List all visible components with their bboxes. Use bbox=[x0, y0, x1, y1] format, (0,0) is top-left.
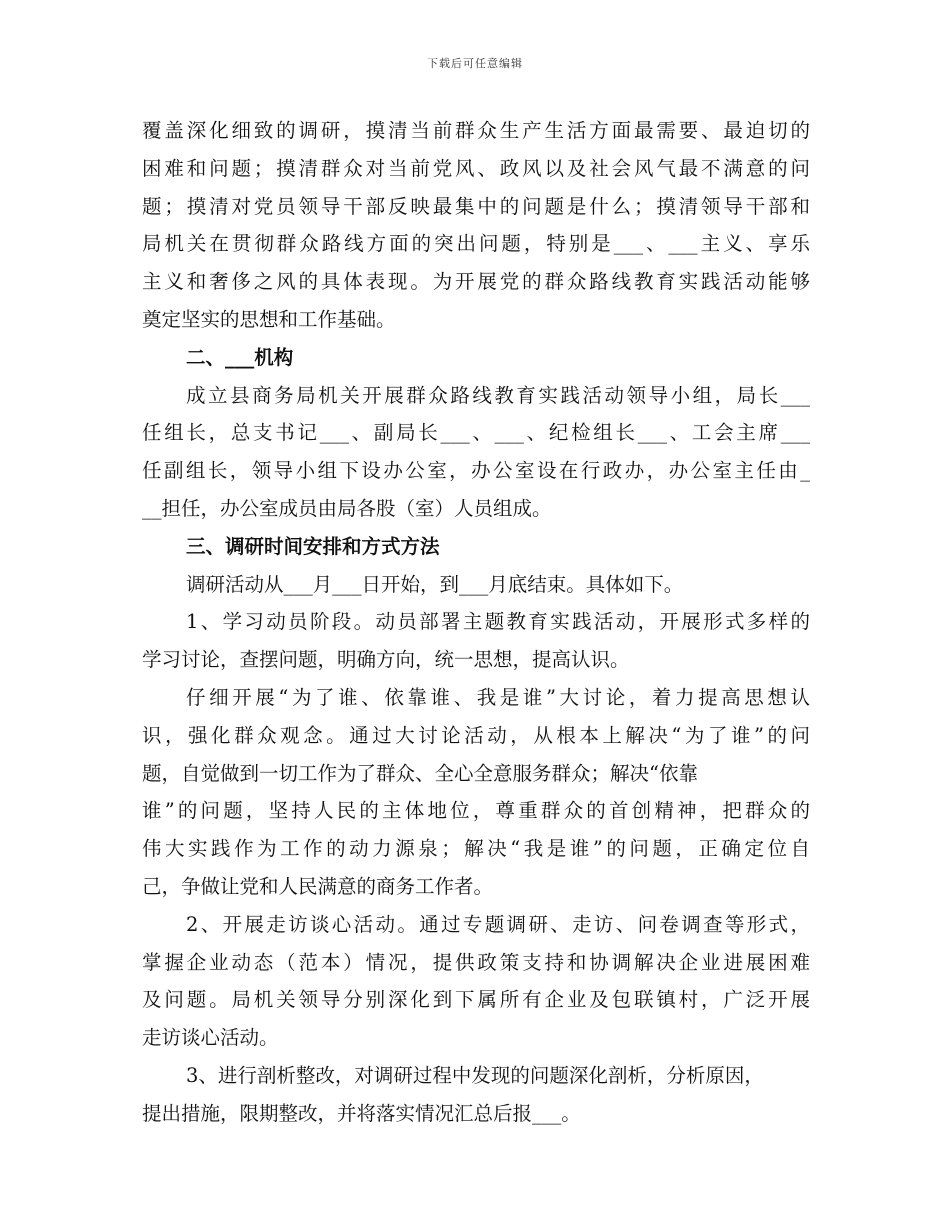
paragraph-line: 局机关在贯彻群众路线方面的突出问题，特别是___、___主义、享乐 bbox=[142, 232, 810, 256]
paragraph-line: 谁”的问题，坚持人民的主体地位，尊重群众的首创精神，把群众的 bbox=[142, 799, 810, 823]
paragraph-line: 掌握企业动态（范本）情况，提供政策支持和协调解决企业进展困难 bbox=[142, 950, 810, 974]
paragraph-line: 提出措施，限期整改，并将落实情况汇总后报___。 bbox=[142, 1101, 581, 1125]
paragraph-line: 任副组长，领导小组下设办公室，办公室设在行政办，办公室主任由_ bbox=[142, 459, 810, 483]
section-heading-schedule: 三、调研时间安排和方式方法 bbox=[186, 534, 440, 558]
paragraph-line: 调研活动从___月___日开始，到___月底结束。具体如下。 bbox=[186, 572, 684, 596]
paragraph-line: 1、学习动员阶段。动员部署主题教育实践活动，开展形式多样的 bbox=[186, 610, 810, 634]
paragraph-line: 任组长，总支书记___、副局长___、___、纪检组长___、工会主席___ bbox=[142, 421, 810, 445]
paragraph-line: 奠定坚实的思想和工作基础。 bbox=[142, 307, 396, 331]
paragraph-line: 主义和奢侈之风的具体表现。为开展党的群众路线教育实践活动能够 bbox=[142, 270, 810, 294]
page-header-note: 下载后可任意编辑 bbox=[427, 57, 523, 70]
paragraph-line: 困难和问题；摸清群众对当前党风、政风以及社会风气最不满意的问 bbox=[142, 156, 810, 180]
paragraph-line: 覆盖深化细致的调研，摸清当前群众生产生活方面最需要、最迫切的 bbox=[142, 119, 810, 142]
paragraph-line: 己，争做让党和人民满意的商务工作者。 bbox=[142, 874, 494, 898]
paragraph-line: 成立县商务局机关开展群众路线教育实践活动领导小组，局长___ bbox=[186, 383, 810, 407]
paragraph-line: 学习讨论，查摆问题，明确方向，统一思想，提高认识。 bbox=[142, 648, 630, 672]
section-heading-organization: 二、___机构 bbox=[186, 345, 294, 369]
paragraph-line: 识，强化群众观念。通过大讨论活动，从根本上解决“为了谁”的问 bbox=[142, 723, 810, 747]
paragraph-line: 题；摸清对党员领导干部反映最集中的问题是什么；摸清领导干部和 bbox=[142, 194, 810, 218]
paragraph-line: 及问题。局机关领导分别深化到下属所有企业及包联镇村，广泛开展 bbox=[142, 988, 810, 1012]
paragraph-line: 仔细开展“为了谁、依靠谁、我是谁”大讨论，着力提高思想认 bbox=[186, 685, 810, 709]
document-body bbox=[142, 112, 810, 1133]
paragraph-line: 题，自觉做到一切工作为了群众、全心全意服务群众；解决“依靠 bbox=[142, 761, 698, 785]
paragraph-line: 2、开展走访谈心活动。通过专题调研、走访、问卷调查等形式， bbox=[186, 912, 810, 936]
paragraph-line: 3、进行剖析整改，对调研过程中发现的问题深化剖析，分析原因， bbox=[186, 1063, 764, 1087]
paragraph-line: __担任，办公室成员由局各股（室）人员组成。 bbox=[142, 496, 552, 520]
paragraph-line: 伟大实践作为工作的动力源泉；解决“我是谁”的问题，正确定位自 bbox=[142, 837, 810, 861]
paragraph-line: 走访谈心活动。 bbox=[142, 1026, 279, 1050]
